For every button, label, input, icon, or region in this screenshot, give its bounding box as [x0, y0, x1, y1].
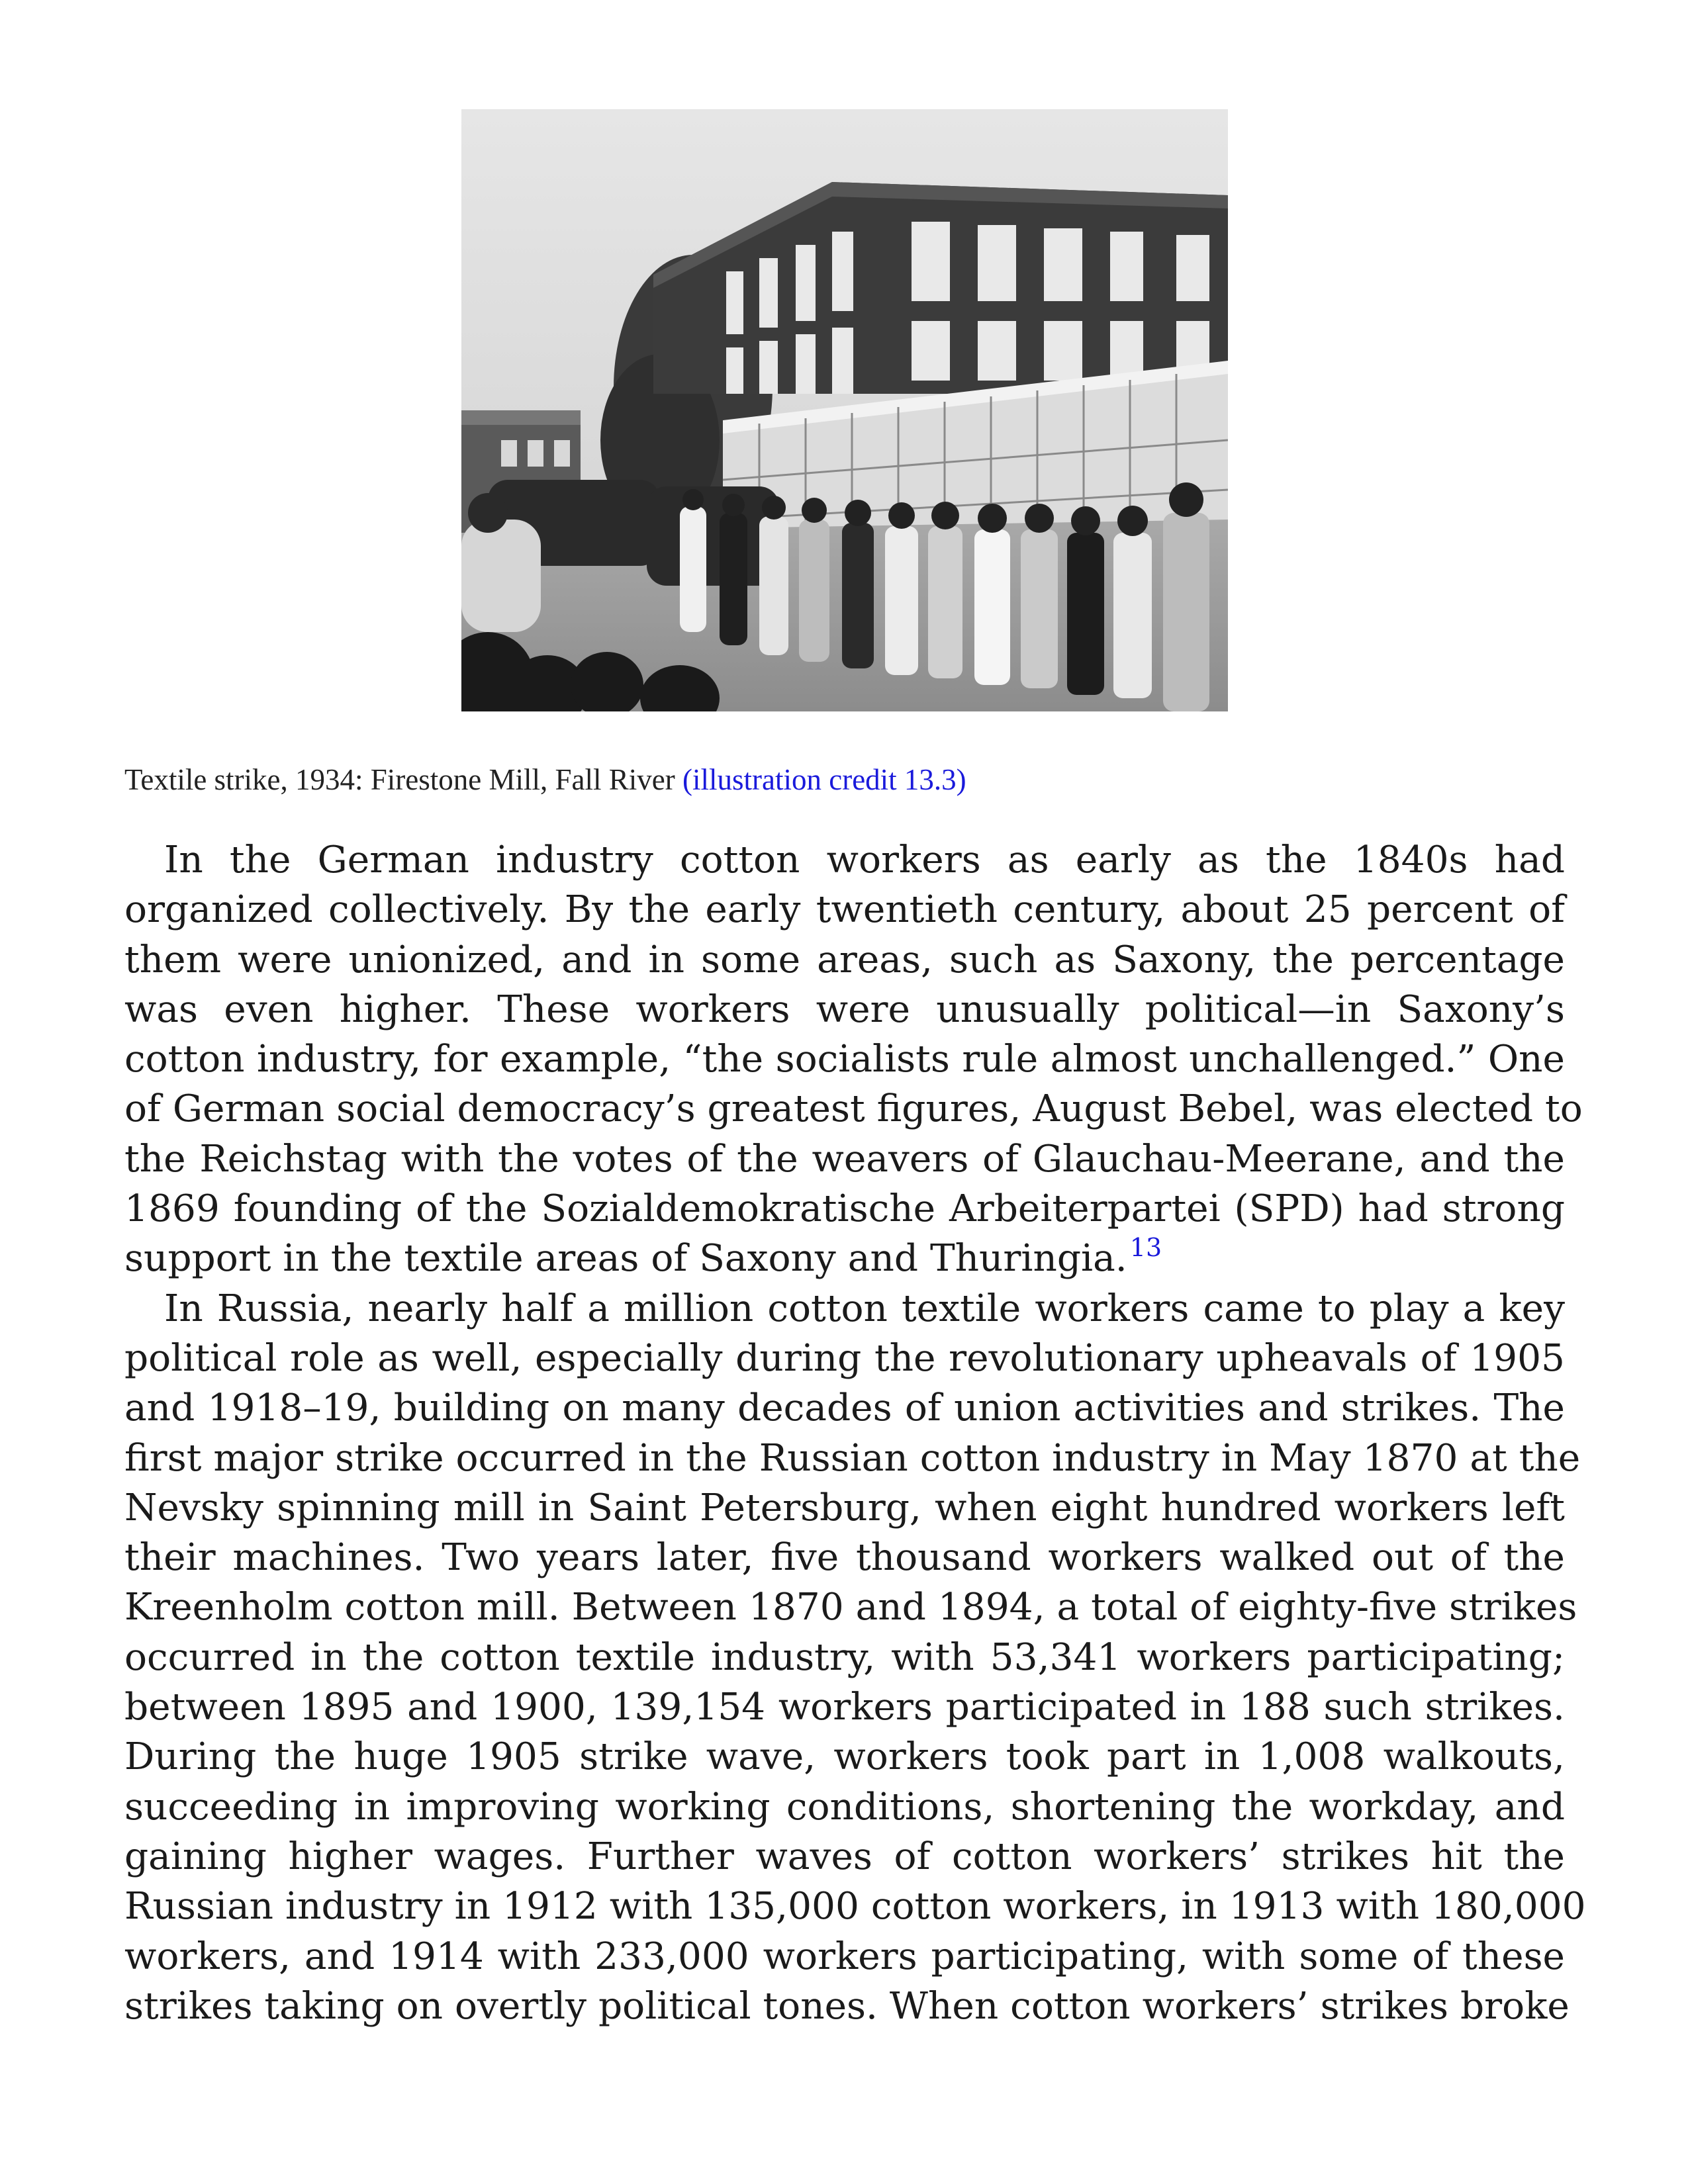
text-line: of German social democracy’s greatest figures, August Bebel, was elected to: [124, 1087, 1583, 1131]
text-line-last: [124, 1234, 1565, 1283]
text-line: between 1895 and 1900, 139,154 workers participated in 188 such strikes.: [124, 1686, 1565, 1729]
illustration-credit-link[interactable]: (illustration credit 13.3): [682, 763, 966, 796]
text-line: gaining higher wages. Further waves of cotton workers’ strikes hit the: [124, 1835, 1565, 1878]
text-line: strikes taking on overtly political tones. When cotton workers’ strikes broke: [124, 1984, 1570, 2028]
body-text: [124, 835, 1586, 2031]
photograph-icon: [461, 109, 1228, 711]
text-line: their machines. Two years later, five thousand workers walked out of the: [124, 1536, 1565, 1580]
figure-caption: [124, 760, 1568, 799]
text-line: was even higher. These workers were unusually political—in Saxony’s: [124, 987, 1565, 1031]
text-line: the Reichstag with the votes of the weavers of Glauchau-Meerane, and the: [124, 1137, 1565, 1181]
text-line: first major strike occurred in the Russian cotton industry in May 1870 at the: [124, 1436, 1581, 1480]
text-line: workers, and 1914 with 233,000 workers participating, with some of these: [124, 1934, 1565, 1978]
text-line: Kreenholm cotton mill. Between 1870 and 1894, a total of eighty-five strikes: [124, 1586, 1577, 1629]
text-line: Nevsky spinning mill in Saint Petersburg, when eight hundred workers left: [124, 1486, 1565, 1529]
footnote-link[interactable]: 13: [1129, 1233, 1162, 1263]
text-line: Russian industry in 1912 with 135,000 cotton workers, in 1913 with 180,000: [124, 1885, 1586, 1929]
strike-photograph: [461, 109, 1228, 711]
text-line: succeeding in improving working conditions, shortening the workday, and: [124, 1785, 1565, 1829]
text-line: cotton industry, for example, “the socialists rule almost unchallenged.” One: [124, 1038, 1565, 1081]
text-line: occurred in the cotton textile industry, with 53,341 workers participating;: [124, 1635, 1565, 1679]
paragraph-german-industry: [124, 835, 1583, 1284]
text-line: 1869 founding of the Sozialdemokratische Arbeiterpartei (SPD) had strong: [124, 1187, 1565, 1231]
text-line: and 1918–19, building on many decades of union activities and strikes. The: [124, 1387, 1565, 1430]
caption-text: Textile strike, 1934: Firestone Mill, Fall River: [124, 763, 683, 796]
text-line: In the German industry cotton workers as early as the 1840s had: [164, 839, 1565, 882]
text-line: In Russia, nearly half a million cotton textile workers came to play a key: [164, 1287, 1565, 1330]
paragraph-russia: [124, 1284, 1586, 2031]
text-line: organized collectively. By the early twentieth century, about 25 percent of: [124, 888, 1565, 932]
text-line: them were unionized, and in some areas, such as Saxony, the percentage: [124, 938, 1565, 981]
text-line-content: support in the textile areas of Saxony and Thuringia.: [124, 1237, 1127, 1281]
text-line: During the huge 1905 strike wave, workers took part in 1,008 walkouts,: [124, 1735, 1565, 1779]
text-line: political role as well, especially during the revolutionary upheavals of 1905: [124, 1336, 1565, 1380]
